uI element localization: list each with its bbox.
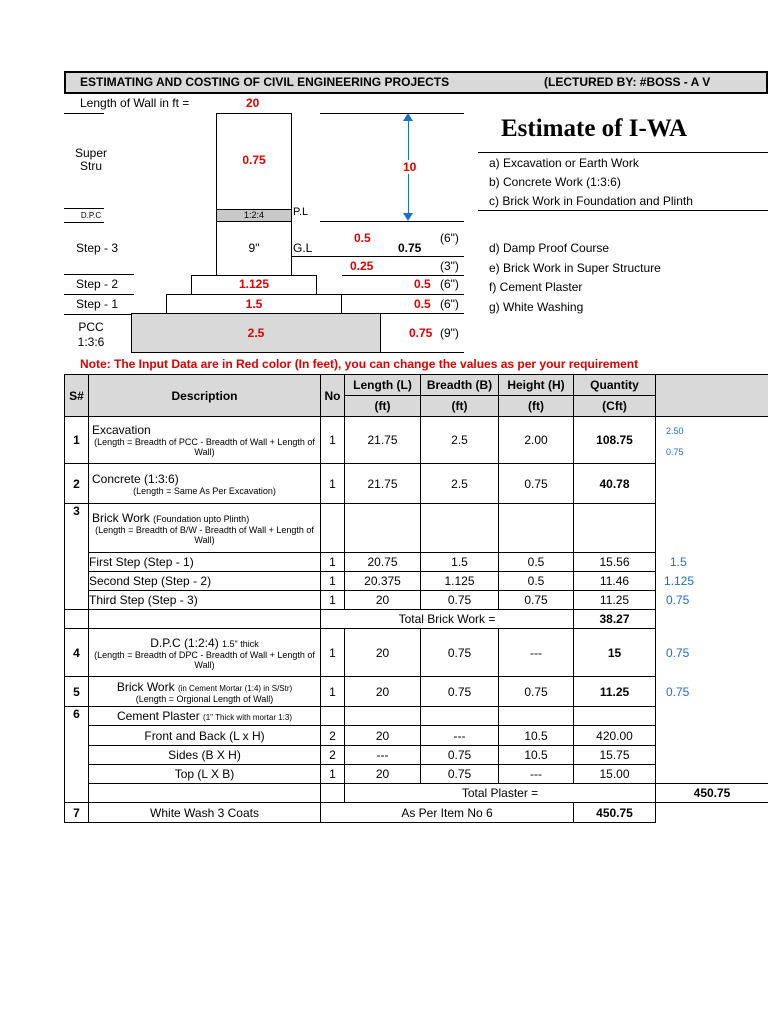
row-quantity: 15.75: [574, 746, 656, 765]
row-breadth: 2.5: [421, 464, 499, 504]
scope-list-top: [489, 154, 693, 211]
row-note: (Length = Same As Per Excavation): [133, 485, 276, 496]
table-header-row: [65, 375, 768, 396]
scope-list-bottom: [489, 239, 661, 317]
gl-label: G.L: [293, 241, 313, 255]
step3-h2[interactable]: 0.25: [350, 259, 374, 273]
row-sn: 2: [65, 464, 89, 504]
row-no: 1: [321, 417, 345, 464]
row-title-small: (Foundation upto Plinth): [153, 514, 250, 524]
table-row: [65, 629, 768, 677]
step3-total: 0.75: [398, 241, 422, 255]
row-length: 20: [345, 591, 421, 610]
row-breadth: 0.75: [421, 746, 499, 765]
row-quantity: 15: [574, 629, 656, 677]
row-description: [89, 464, 321, 504]
row-breadth: 1.5: [421, 553, 499, 572]
table-row: [65, 464, 768, 504]
arrow-up-icon: [403, 113, 413, 121]
arrow-down-icon: [403, 213, 413, 221]
row-label: Third Step (Step - 3): [89, 591, 321, 610]
scope-item: d) Damp Proof Course: [489, 241, 610, 255]
row-note: (Length = Breadth of DPC - Breadth of Wall + Length of Wall): [94, 649, 315, 670]
row-breadth: ---: [421, 726, 499, 746]
row-sn: 6: [65, 707, 89, 803]
row-title-small: (in Cement Mortar (1:4) in S/Str): [177, 683, 293, 693]
wall-length-label: Length of Wall in ft =: [80, 96, 190, 110]
scope-item: g) White Washing: [489, 299, 584, 314]
table-row: [65, 572, 768, 591]
row-length: ---: [345, 746, 421, 765]
row-height: 0.5: [499, 553, 574, 572]
unit-breadth: (ft): [421, 396, 499, 417]
side-value: 0.75: [666, 447, 684, 458]
row-sn: 7: [65, 803, 89, 823]
step2-label: Step - 2: [75, 277, 119, 291]
row-sn: 3: [65, 504, 89, 610]
total-label: Total Plaster =: [345, 784, 656, 803]
row-sn: 5: [65, 677, 89, 707]
table-row: [65, 765, 768, 784]
wall-height[interactable]: 10: [403, 160, 417, 174]
row-quantity: 15.56: [574, 553, 656, 572]
row-breadth: 0.75: [421, 591, 499, 610]
row-description: [89, 707, 321, 726]
table-row: [65, 726, 768, 746]
super-stru-label: Super Stru: [74, 146, 108, 173]
input-note: Note: The Input Data are in Red color (In feet), you can change the values as per your requirement: [80, 357, 639, 371]
pcc-h[interactable]: 0.75: [409, 326, 433, 340]
row-title: Brick Work: [116, 679, 175, 694]
step1-in: (6"): [440, 297, 459, 311]
row-quantity: 11.46: [574, 572, 656, 591]
header-height: Height (H): [499, 375, 574, 396]
side-value: 0.75: [666, 684, 690, 699]
header-length: Length (L): [345, 375, 421, 396]
row-side: [656, 417, 768, 464]
estimate-table: [64, 374, 768, 823]
table-row: [65, 504, 768, 553]
row-title: Excavation: [92, 423, 151, 437]
table-row: [65, 677, 768, 707]
scope-item: a) Excavation or Earth Work: [489, 156, 639, 170]
unit-quantity: (Cft): [574, 396, 656, 417]
row-length: 21.75: [345, 464, 421, 504]
row-height: ---: [499, 629, 574, 677]
side-value: 2.50: [666, 426, 684, 437]
row-no: 1: [321, 553, 345, 572]
header-blank: [656, 375, 768, 417]
header-title: ESTIMATING AND COSTING OF CIVIL ENGINEERING PROJECTS: [80, 75, 450, 89]
row-note: (Length = Breadth of B/W - Breadth of Wall + Length of Wall): [95, 525, 314, 545]
step3-in2: (3"): [440, 259, 459, 273]
row-label: First Step (Step - 1): [89, 553, 321, 572]
row-height: 10.5: [499, 726, 574, 746]
header-bar: [64, 71, 768, 94]
row-title: Cement Plaster: [117, 709, 200, 723]
row-breadth: 2.5: [421, 417, 499, 464]
estimate-title: Estimate of I-WA: [501, 115, 688, 142]
row-no: 2: [321, 726, 345, 746]
wall-length-value[interactable]: 20: [246, 96, 260, 110]
row-no: 1: [321, 591, 345, 610]
row-breadth: 0.75: [421, 677, 499, 707]
row-label: Top (L X B): [89, 765, 321, 784]
scope-item: f) Cement Plaster: [489, 280, 583, 294]
header-no: No: [321, 375, 345, 417]
row-breadth: 0.75: [421, 765, 499, 784]
step3-width: 9": [248, 241, 260, 255]
header-lecturer: (LECTURED BY: #BOSS - A V: [544, 75, 711, 89]
row-length: 20: [345, 677, 421, 707]
step1-width[interactable]: 1.5: [245, 297, 263, 311]
row-no: 1: [321, 629, 345, 677]
row-label: Front and Back (L x H): [89, 726, 321, 746]
row-no: 1: [321, 765, 345, 784]
row-title: Brick Work: [92, 511, 150, 525]
dpc-mix: 1:2:4: [243, 210, 265, 220]
side-value: 0.75: [666, 645, 690, 660]
row-quantity: 450.75: [574, 803, 656, 823]
total-quantity: 38.27: [574, 610, 656, 629]
row-title-small: (1" Thick with mortar 1:3): [203, 713, 292, 722]
row-quantity: 40.78: [574, 464, 656, 504]
header-breadth: Breadth (B): [421, 375, 499, 396]
row-length: 20: [345, 765, 421, 784]
table-row: [65, 746, 768, 765]
row-description: [89, 504, 321, 553]
row-height: 10.5: [499, 746, 574, 765]
row-height: 0.75: [499, 677, 574, 707]
pcc-label: PCC 1:3:6: [77, 320, 105, 349]
row-label: Second Step (Step - 2): [89, 572, 321, 591]
row-note: (Length = Breadth of PCC - Breadth of Wall + Length of Wall): [94, 437, 315, 457]
row-quantity: 420.00: [574, 726, 656, 746]
dpc-label: D.P.C: [80, 211, 102, 220]
step3-in1: (6"): [440, 231, 459, 245]
step1-h[interactable]: 0.5: [414, 297, 431, 311]
row-length: 21.75: [345, 417, 421, 464]
table-row: [65, 803, 768, 823]
side-value: 0.75: [666, 593, 690, 607]
row-description: [89, 417, 321, 464]
side-value: 1.125: [664, 574, 695, 588]
row-note: (Length = Orgional Length of Wall): [135, 693, 274, 704]
scope-item: e) Brick Work in Super Structure: [489, 260, 661, 275]
step3-h1[interactable]: 0.5: [354, 231, 371, 245]
row-no: 1: [321, 572, 345, 591]
row-description: [89, 677, 321, 707]
row-quantity: 108.75: [574, 417, 656, 464]
row-height: 0.75: [499, 464, 574, 504]
row-sn: 1: [65, 417, 89, 464]
step2-h[interactable]: 0.5: [414, 277, 431, 291]
unit-height: (ft): [499, 396, 574, 417]
row-quantity: 15.00: [574, 765, 656, 784]
row-height: 0.75: [499, 591, 574, 610]
unit-length: (ft): [345, 396, 421, 417]
step2-in: (6"): [440, 277, 459, 291]
header-quantity: Quantity: [574, 375, 656, 396]
row-breadth: 1.125: [421, 572, 499, 591]
table-row: [65, 591, 768, 610]
header-description: Description: [89, 375, 321, 417]
row-description: [89, 629, 321, 677]
table-total-row: [65, 610, 768, 629]
side-value: 1.5: [670, 555, 687, 569]
row-length: 20.75: [345, 553, 421, 572]
row-no: 2: [321, 746, 345, 765]
row-height: ---: [499, 765, 574, 784]
scope-item: c) Brick Work in Foundation and Plinth: [489, 194, 693, 208]
pcc-in: (9"): [440, 326, 459, 340]
table-row: [65, 417, 768, 464]
total-label: Total Brick Work =: [321, 610, 574, 629]
pl-label: P.L: [293, 206, 309, 218]
row-length: 20.375: [345, 572, 421, 591]
row-quantity: 11.25: [574, 677, 656, 707]
row-height: 2.00: [499, 417, 574, 464]
row-length: 20: [345, 726, 421, 746]
row-breadth: 0.75: [421, 629, 499, 677]
row-length: 20: [345, 629, 421, 677]
row-title: D.P.C (1:2:4): [150, 635, 219, 650]
pcc-width[interactable]: 2.5: [247, 326, 265, 340]
row-sn: 4: [65, 629, 89, 677]
total-quantity: 450.75: [656, 784, 768, 803]
row-description: White Wash 3 Coats: [89, 803, 321, 823]
super-width[interactable]: 0.75: [242, 153, 266, 167]
row-label: Sides (B X H): [89, 746, 321, 765]
table-row: [65, 707, 768, 726]
row-height: 0.5: [499, 572, 574, 591]
row-no: 1: [321, 464, 345, 504]
table-total-row: [65, 784, 768, 803]
step2-width[interactable]: 1.125: [238, 277, 270, 291]
table-row: [65, 553, 768, 572]
step1-label: Step - 1: [75, 297, 119, 311]
row-title-small: 1.5" thick: [222, 638, 259, 649]
scope-item: b) Concrete Work (1:3:6): [489, 175, 621, 189]
row-quantity: 11.25: [574, 591, 656, 610]
row-title: Concrete (1:3:6): [92, 471, 179, 486]
row-reference: As Per Item No 6: [321, 803, 574, 823]
step3-label: Step - 3: [75, 241, 119, 255]
header-sn: S#: [65, 375, 89, 417]
row-no: 1: [321, 677, 345, 707]
